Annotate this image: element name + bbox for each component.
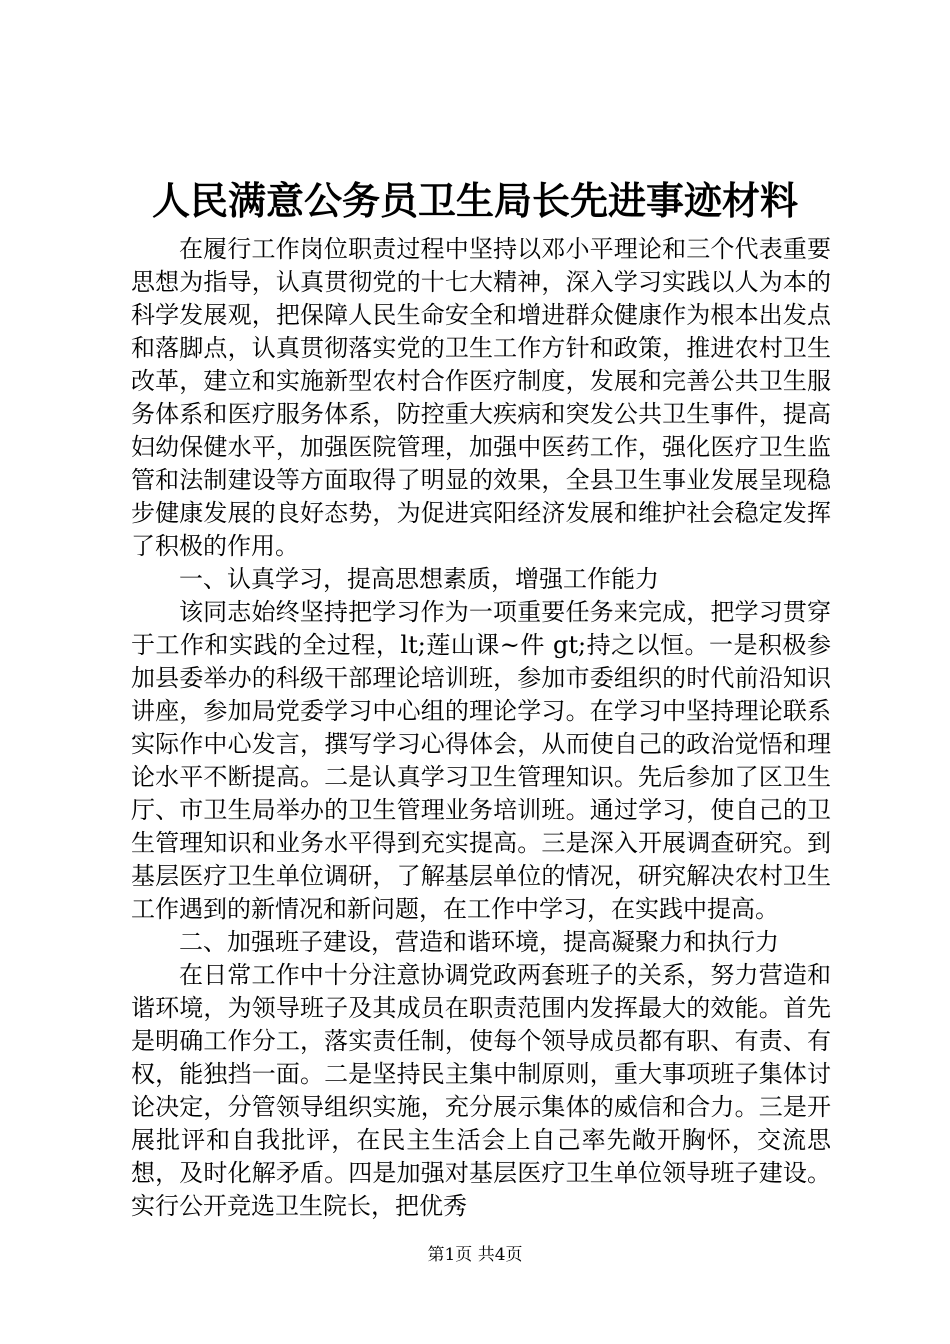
section-paragraph-1: 该同志始终坚持把学习作为一项重要任务来完成，把学习贯穿于工作和实践的全过程，lt;莲山课~件 gt;持之以恒。一是积极参加县委举办的科级干部理论培训班，参加市委组织的时代前沿知识讲座，参加局党委学习中心组的理论学习。在学习中坚持理论联系实际作中心发言，撰写学习心得体会，从而使自己的政治觉悟和理论水平不断提高。二是认真学习卫生管理知识。先后参加了区卫生厅、市卫生局举办的卫生管理业务培训班。通过学习，使自己的卫生管理知识和业务水平得到充实提高。三是深入开展调查研究。到基层医疗卫生单位调研，了解基层单位的情况，研究解决农村卫生工作遇到的新情况和新问题，在工作中学习，在实践中提高。 bbox=[131, 598, 831, 923]
section-heading-2: 二、加强班子建设，营造和谐环境，提高凝聚力和执行力 bbox=[179, 928, 779, 956]
intro-paragraph: 在履行工作岗位职责过程中坚持以邓小平理论和三个代表重要思想为指导，认真贯彻党的十七大精神，深入学习实践以人为本的科学发展观，把保障人民生命安全和增进群众健康作为根本出发点和落脚点，认真贯彻落实党的卫生工作方针和政策，推进农村卫生改革，建立和实施新型农村合作医疗制度，发展和完善公共卫生服务体系和医疗服务体系，防控重大疾病和突发公共卫生事件，提高妇幼保健水平，加强医院管理，加强中医药工作，强化医疗卫生监管和法制建设等方面取得了明显的效果，全县卫生事业发展呈现稳步健康发展的良好态势，为促进宾阳经济发展和维护社会稳定发挥了积极的作用。 bbox=[131, 235, 831, 560]
document-body bbox=[131, 233, 831, 1223]
section-heading-1: 一、认真学习，提高思想素质，增强工作能力 bbox=[179, 565, 659, 593]
section-paragraph-2: 在日常工作中十分注意协调党政两套班子的关系，努力营造和谐环境，为领导班子及其成员在职责范围内发挥最大的效能。首先是明确工作分工，落实责任制，使每个领导成员都有职、有责、有权，能独挡一面。二是坚持民主集中制原则，重大事项班子集体讨论决定，分管领导组织实施，充分展示集体的威信和合力。三是开展批评和自我批评，在民主生活会上自己率先敞开胸怀，交流思想，及时化解矛盾。四是加强对基层医疗卫生单位领导班子建设。实行公开竞选卫生院长，把优秀 bbox=[131, 961, 831, 1220]
page-number-footer: 第1页 共4页 bbox=[427, 1245, 523, 1265]
document-title: 人民满意公务员卫生局长先进事迹材料 bbox=[151, 178, 798, 223]
